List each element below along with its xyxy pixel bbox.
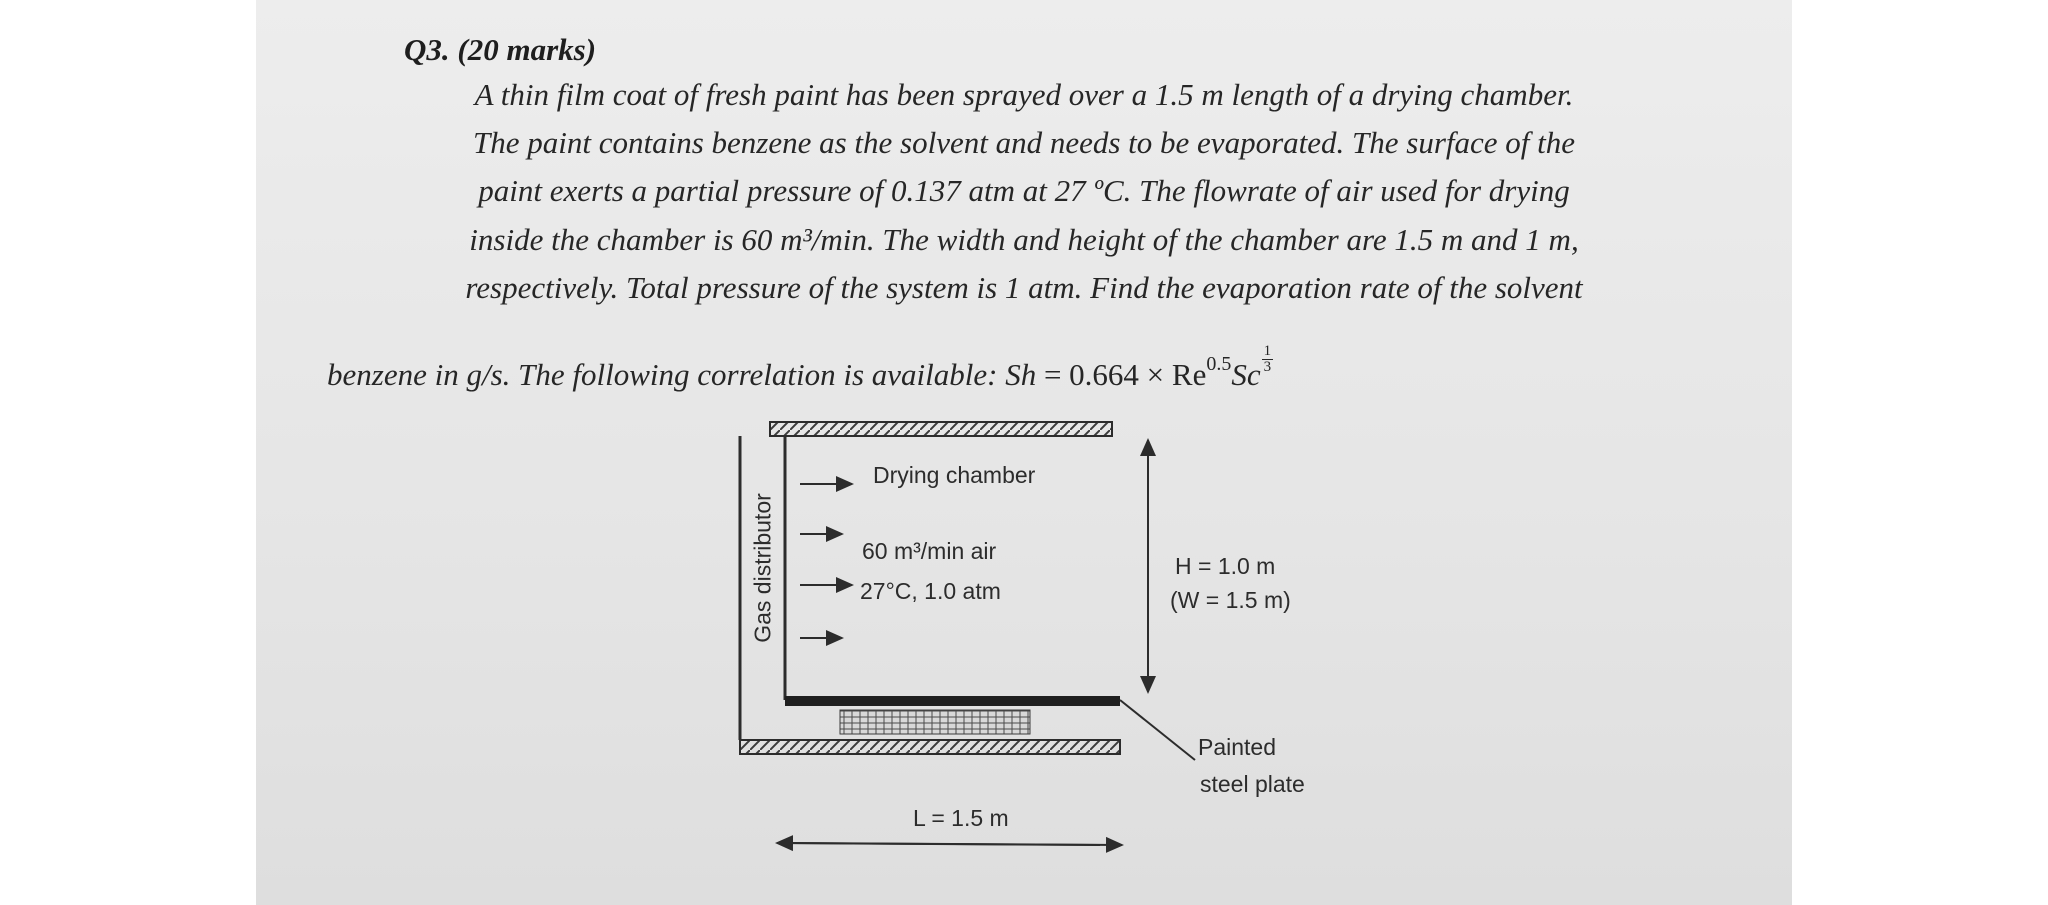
width-label: (W = 1.5 m) (1170, 587, 1291, 613)
length-dimension-arrow-left (777, 843, 1100, 845)
reynolds-exponent: 0.5 (1206, 352, 1232, 375)
plate-leader-line (1120, 700, 1195, 760)
question-line-1: A thin film coat of fresh paint has been sprayed over a 1.5 m length of a drying chamber. (474, 77, 1574, 112)
chamber-roof (770, 422, 1112, 436)
question-line-2: The paint contains benzene as the solvent and needs to be evaporated. The surface of the (472, 125, 1575, 160)
drying-chamber-label: Drying chamber (873, 462, 1036, 488)
steel-plate (740, 740, 1120, 754)
formula-intro: benzene in g/s. The following correlation is available: (327, 357, 1006, 392)
formula-equals: = 0.664 × (1036, 357, 1172, 392)
air-condition-label: 27°C, 1.0 atm (860, 578, 1001, 604)
gas-distributor-label: Gas distributor (749, 493, 776, 643)
steel-plate-label: steel plate (1200, 771, 1305, 797)
paint-film-bar (785, 696, 1120, 706)
length-label: L = 1.5 m (913, 805, 1009, 831)
question-line-4: inside the chamber is 60 m³/min. The width and height of the chamber are 1.5 m and 1 m, (469, 222, 1579, 257)
question-heading: Q3. (20 marks) (404, 32, 597, 67)
painted-label: Painted (1198, 734, 1277, 760)
question-line-3: paint exerts a partial pressure of 0.137 atm at 27 ºC. The flowrate of air used for drying (478, 173, 1570, 208)
reynolds-symbol: Re (1171, 357, 1207, 392)
air-flowrate-label: 60 m³/min air (862, 538, 997, 564)
schmidt-symbol: Sc (1231, 357, 1261, 392)
sherwood-symbol: Sh (1005, 357, 1037, 392)
schmidt-exponent-denominator: 3 (1263, 359, 1272, 375)
question-line-5: respectively. Total pressure of the system is 1 atm. Find the evaporation rate of the solvent (465, 270, 1583, 305)
height-label: H = 1.0 m (1175, 553, 1276, 579)
paint-coat (840, 710, 1030, 734)
schmidt-exponent-numerator: 1 (1263, 343, 1272, 359)
